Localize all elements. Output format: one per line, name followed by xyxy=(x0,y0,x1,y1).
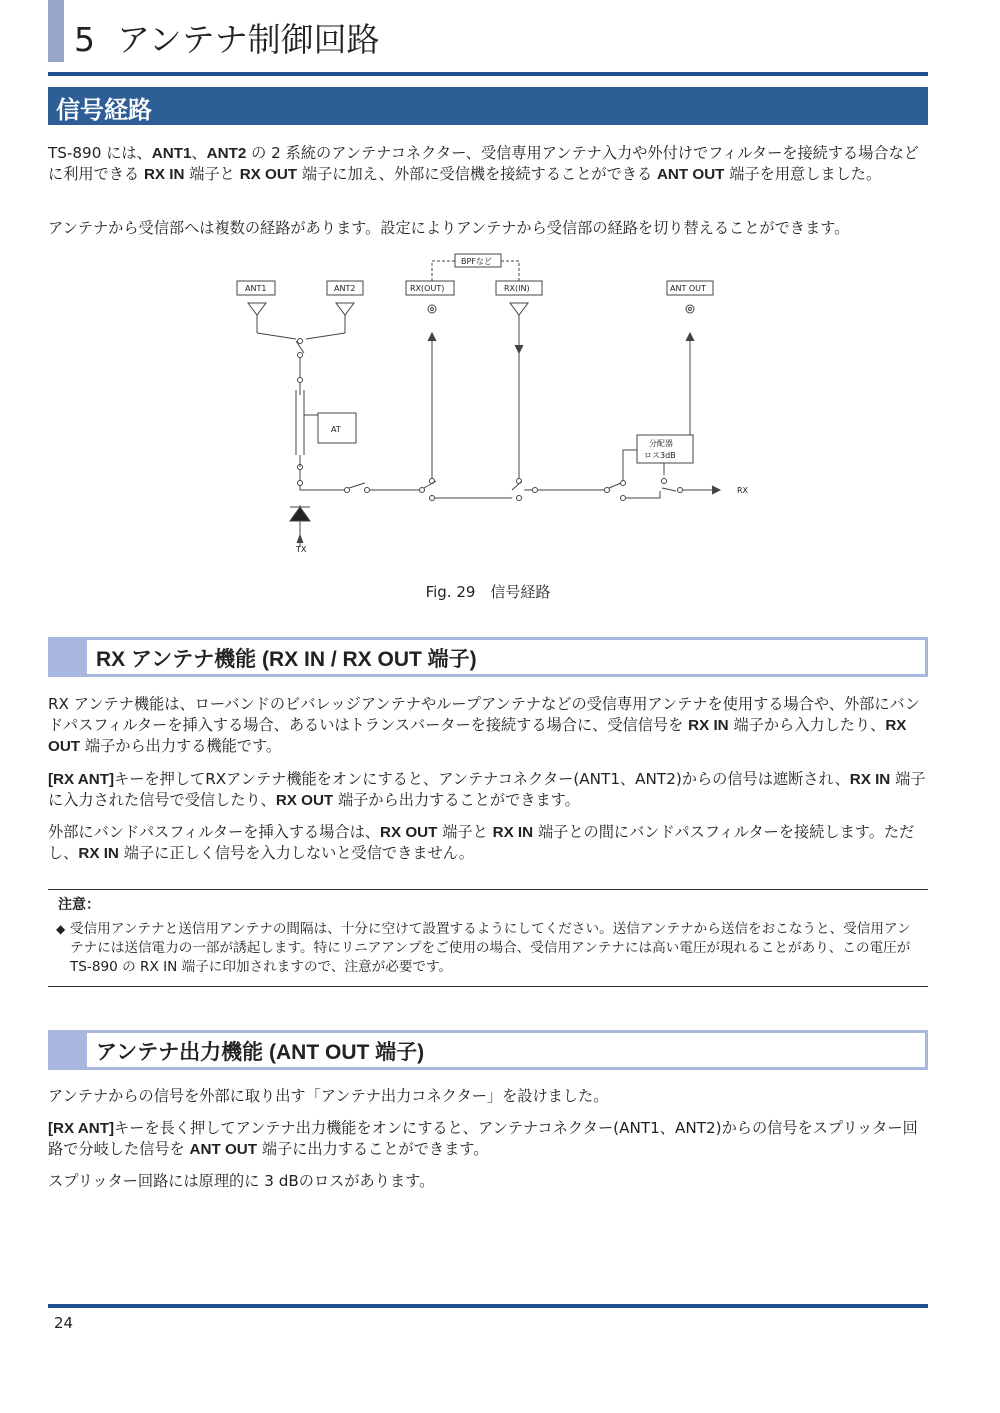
caution-note xyxy=(48,889,928,987)
intro-paragraph-2: アンテナから受信部へは複数の経路があります。設定によりアンテナから受信部の経路を切り替えることができます。 xyxy=(48,219,850,237)
rx-in-symbol xyxy=(510,303,528,315)
ant2-label: ANT2 xyxy=(334,284,356,293)
ant-out-connector xyxy=(686,305,694,313)
chapter-title xyxy=(74,14,380,61)
rx-in-label: RX(IN) xyxy=(504,284,530,293)
ant2-symbol xyxy=(336,303,354,333)
rx-out-label: RX(OUT) xyxy=(410,284,445,293)
splitter-label-2: ロス3dB xyxy=(644,451,676,460)
antout-paragraph-3: スプリッター回路には原理的に 3 dBのロスがあります。 xyxy=(48,1172,435,1190)
splitter-label-1: 分配器 xyxy=(649,439,673,448)
caution-title: 注意： xyxy=(58,897,100,913)
ant1-symbol xyxy=(248,303,266,333)
caution-text: 受信用アンテナと送信用アンテナの間隔は、十分に空けて設置するようにしてください。送信アンテナから送信をおこなうと、受信用アンテナには送信電力の一部が誘起します。特にリニアアンプをご使用の場合、受信用アンテナには高い電圧が現れることがあり、この電圧が TS-890 の RX IN 端子に印加されますので、注意が必要です。 xyxy=(70,921,911,975)
ant-out-section-header xyxy=(48,1030,928,1070)
rx-paragraph-2: [RX ANT]キーを押してRXアンテナ機能をオンにすると、アンテナコネクター(ANT1、ANT2)からの信号は遮断され、RX IN 端子に入力された信号で受信したり、RX OUT 端子から出力することができます。 xyxy=(48,770,926,809)
antout-paragraph-1: アンテナからの信号を外部に取り出す「アンテナ出力コネクター」を設けました。 xyxy=(48,1087,609,1105)
footer-rule xyxy=(48,1304,928,1308)
rx-antenna-section-header xyxy=(48,637,928,677)
antout-paragraph-2: [RX ANT]キーを長く押してアンテナ出力機能をオンにすると、アンテナコネクター(ANT1、ANT2)からの信号をスプリッター回路で分岐した信号を ANT OUT 端子に出力することができます。 xyxy=(48,1119,918,1158)
page-number: 24 xyxy=(54,1314,74,1332)
ant-out-label: ANT OUT xyxy=(670,284,706,293)
at-label: AT xyxy=(331,425,341,434)
figure-caption: Fig. 29 信号経路 xyxy=(425,583,551,601)
ant1-label: ANT1 xyxy=(245,284,267,293)
chapter-number: 5 xyxy=(74,20,95,59)
rx-label: RX xyxy=(737,486,749,495)
rx-antenna-section-title: RX アンテナ機能 (RX IN / RX OUT 端子) xyxy=(96,648,477,671)
diamond-bullet-icon: ◆ xyxy=(56,922,66,936)
section-header-bar xyxy=(48,87,928,125)
chapter-accent-bar xyxy=(48,0,64,62)
chapter-rule xyxy=(48,72,928,76)
section-title: 信号経路 xyxy=(56,96,152,124)
signal-path-diagram xyxy=(0,245,1000,565)
tx-label: TX xyxy=(296,545,307,554)
rx-paragraph-1: RX アンテナ機能は、ローバンドのビバレッジアンテナやループアンテナなどの受信専用アンテナを使用する場合や、外部にバンドパスフィルターを挿入する場合、あるいはトランスバーターを接続する場合に、受信信号を RX IN 端子から入力したり、RX OUT 端子から出力する機能です。 xyxy=(48,695,920,755)
ant-out-section-title: アンテナ出力機能 (ANT OUT 端子) xyxy=(96,1041,425,1064)
rx-out-connector xyxy=(428,305,436,313)
chapter-title-text: アンテナ制御回路 xyxy=(117,20,380,59)
intro-paragraph-1: TS-890 には、ANT1、ANT2 の 2 系統のアンテナコネクター、受信専用アンテナ入力や外付けでフィルターを接続する場合などに利用できる RX IN 端子と RX OUT 端子に加え、外部に受信機を接続することができる ANT OUT 端子を用意しました。 xyxy=(48,144,919,183)
rx-paragraph-3: 外部にバンドパスフィルターを挿入する場合は、RX OUT 端子と RX IN 端子との間にバンドパスフィルターを接続します。ただし、RX IN 端子に正しく信号を入力しないと受信できません。 xyxy=(48,823,915,862)
bpf-label: BPFなど xyxy=(461,257,492,266)
